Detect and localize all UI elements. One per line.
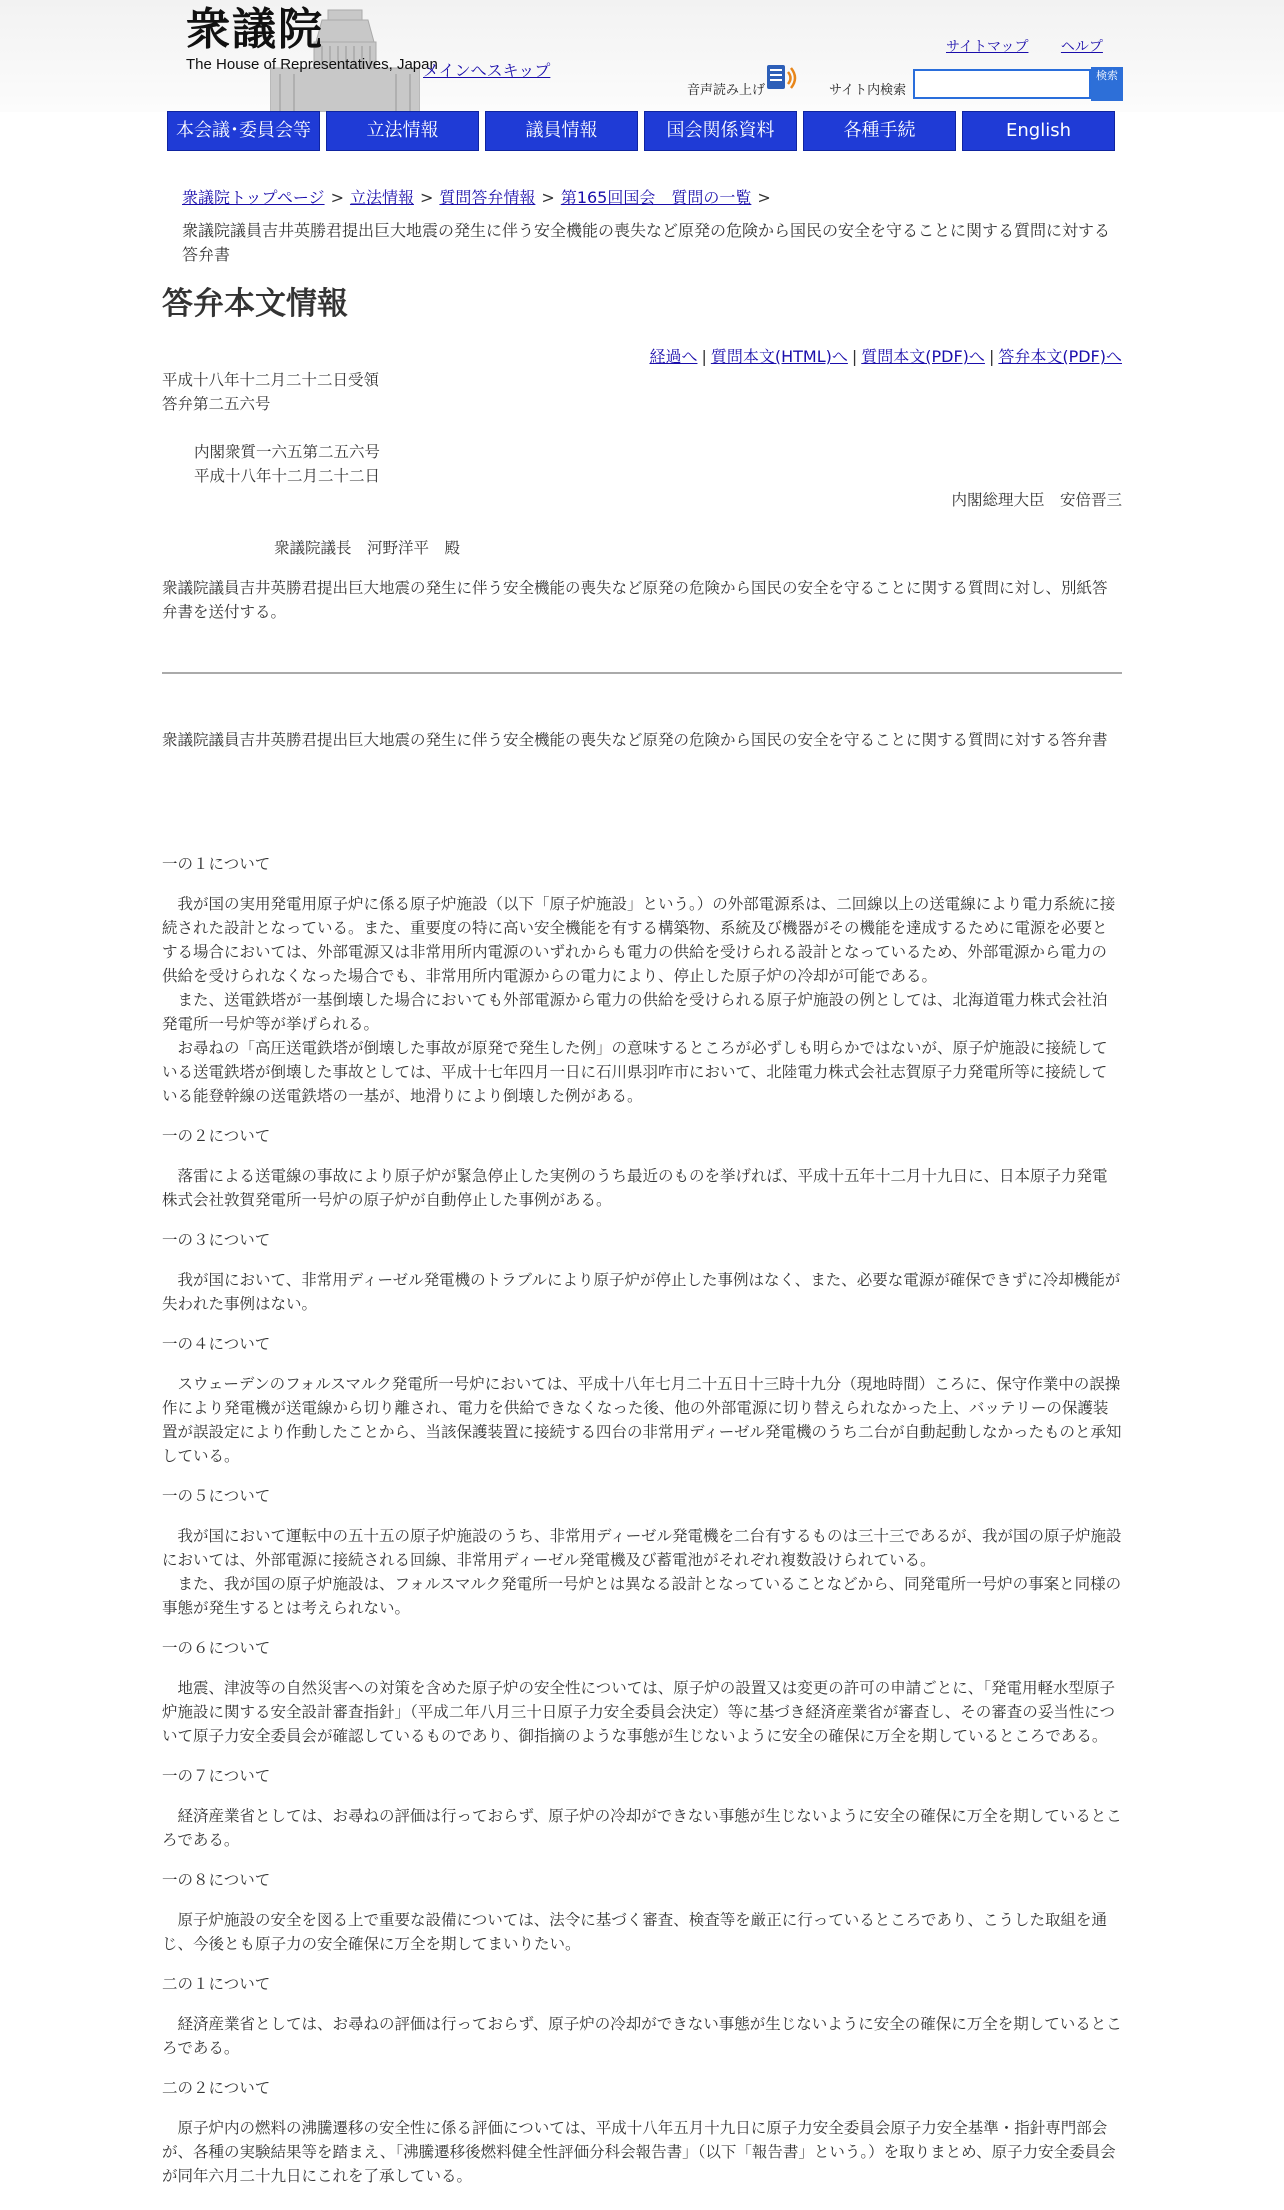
site-search-input[interactable] [913, 69, 1091, 99]
section-answer [162, 1676, 1122, 1748]
link-separator: | [988, 347, 995, 366]
section-answer [162, 2116, 1122, 2188]
answer-paragraph: 我が国の実用発電用原子炉に係る原子炉施設（以下「原子炉施設」という。）の外部電源系は、二回線以上の送電線により電力系統に接続された設計となっている。また、重要度の特に高い安全機能を有する構築物、系統及び機器がその機能を達成するために電源を必要とする場合においては、外部電源又は非常用所内電源のいずれからも電力の供給を受けられる設計となっているため、外部電源から電力の供給を受けられなくなった場合でも、非常用所内電源からの電力により、停止した原子炉の冷却が可能である。 [162, 895, 1116, 985]
answer-paragraph: 落雷による送電線の事故により原子炉が緊急停止した実例のうち最近のものを挙げれば、平成十五年十二月十九日に、日本原子力発電株式会社敦賀発電所一号炉の原子炉が自動停止した事例がある。 [162, 1167, 1108, 1209]
nav-procedures[interactable]: 各種手続 [803, 111, 956, 151]
breadcrumb-current: 衆議院議員吉井英勝君提出巨大地震の発生に伴う安全機能の喪失など原発の危険から国民の安全を守ることに関する質問に対する答弁書 [182, 221, 1111, 264]
answer-paragraph: 我が国において運転中の五十五の原子炉施設のうち、非常用ディーゼル発電機を二台有するものは三十三であるが、我が国の原子炉施設においては、外部電源に接続される回線、非常用ディーゼル発電機及び蓄電池がそれぞれ複数設けられている。 [162, 1527, 1122, 1569]
intro-text: 衆議院議員吉井英勝君提出巨大地震の発生に伴う安全機能の喪失など原発の危険から国民の安全を守ることに関する質問に対し、別紙答弁書を送付する。 [162, 579, 1108, 621]
breadcrumb-qa-info[interactable]: 質問答弁情報 [439, 188, 536, 207]
answer-paragraph: 原子炉内の燃料の沸騰遷移の安全性に係る評価については、平成十八年五月十九日に原子力安全委員会原子力安全基準・指針専門部会が、各種の実験結果等を踏まえ、「沸騰遷移後燃料健全性評価分科会報告書」（以下「報告書」という。）を取りまとめ、原子力安全委員会が同年六月二十九日にこれを了承している。 [162, 2119, 1116, 2185]
section-answer [162, 1164, 1122, 1212]
section-heading: 一の６について [162, 1639, 271, 1657]
section-answer [162, 1804, 1122, 1852]
progress-link[interactable]: 経過へ [649, 347, 698, 366]
section-answer [162, 1524, 1122, 1620]
document-links [649, 345, 1122, 369]
site-logo-jp[interactable]: 衆議院 [186, 4, 324, 55]
breadcrumb-separator: > [541, 188, 555, 207]
breadcrumb-session-list[interactable]: 第165回国会 質問の一覧 [560, 188, 752, 207]
section-answer [162, 1372, 1122, 1468]
speaker-icon[interactable] [766, 62, 800, 94]
section-answer [162, 1908, 1122, 1956]
section-heading: 一の１について [162, 855, 271, 873]
cabinet-number: 内閣衆質一六五第二五六号 [194, 443, 381, 461]
section-answer [162, 1268, 1122, 1316]
voice-read-label[interactable]: 音声読み上げ [687, 83, 766, 98]
link-separator: | [851, 347, 858, 366]
section-answer [162, 892, 1122, 1108]
addressee: 衆議院議長 河野洋平 殿 [274, 539, 461, 557]
question-pdf-link[interactable]: 質問本文(PDF)へ [861, 347, 985, 366]
site-header [0, 0, 1284, 112]
question-html-link[interactable]: 質問本文(HTML)へ [710, 347, 848, 366]
nav-legislative-info[interactable]: 立法情報 [326, 111, 479, 151]
nav-member-info[interactable]: 議員情報 [485, 111, 638, 151]
answer-paragraph: 我が国において、非常用ディーゼル発電機のトラブルにより原子炉が停止した事例はなく、また、必要な電源が確保できずに冷却機能が失われた事例はない。 [162, 1271, 1121, 1313]
help-link[interactable]: ヘルプ [1060, 39, 1103, 55]
answer-pdf-link[interactable]: 答弁本文(PDF)へ [998, 347, 1122, 366]
section-heading: 一の５について [162, 1487, 271, 1505]
answer-paragraph: 原子炉施設の安全を図る上で重要な設備については、法令に基づく審査、検査等を厳正に行っているところであり、こうした取組を通じ、今後とも原子力の安全確保に万全を期してまいりたい。 [162, 1911, 1108, 1953]
answer-paragraph: 経済産業省としては、お尋ねの評価は行っておらず、原子炉の冷却ができない事態が生じないように安全の確保に万全を期しているところである。 [162, 2015, 1122, 2057]
skip-to-main-link[interactable]: メインへスキップ [423, 61, 551, 80]
answer-paragraph: 経済産業省としては、お尋ねの評価は行っておらず、原子炉の冷却ができない事態が生じないように安全の確保に万全を期しているところである。 [162, 1807, 1122, 1849]
link-separator: | [701, 347, 707, 366]
sitemap-link[interactable]: サイトマップ [946, 39, 1029, 55]
section-heading: 一の８について [162, 1871, 271, 1889]
breadcrumb-legislative[interactable]: 立法情報 [349, 188, 414, 207]
section-heading: 一の３について [162, 1231, 271, 1249]
section-heading: 二の１について [162, 1975, 271, 1993]
answer-paragraph: また、我が国の原子炉施設は、フォルスマルク発電所一号炉とは異なる設計となっていることなどから、同発電所一号炉の事案と同様の事態が発生するとは考えられない。 [162, 1575, 1122, 1617]
section-answer [162, 2012, 1122, 2060]
answer-date: 平成十八年十二月二十二日 [194, 467, 381, 485]
page-title: 答弁本文情報 [162, 286, 348, 322]
answer-paragraph: 地震、津波等の自然災害への対策を含めた原子炉の安全性については、原子炉の設置又は変更の許可の申請ごとに、「発電用軽水型原子炉施設に関する安全設計審査指針」（平成二年八月三十日原子力安全委員会決定）等に基づき経済産業省が審査し、その審査の妥当性について原子力安全委員会が確認しているものであり、御指摘のような事態が生じないように安全の確保に万全を期しているところである。 [162, 1679, 1115, 1745]
site-search-label: サイト内検索 [829, 83, 907, 98]
answer-body [162, 852, 1122, 2204]
answer-paragraph: スウェーデンのフォルスマルク発電所一号炉においては、平成十八年七月二十五日十三時十九分（現地時間）ころに、保守作業中の誤操作により発電機が送電線から切り離され、電力を供給できなくなった後、他の外部電源に切り替えられなかった上、バッテリーの保護装置が誤設定により作動したことから、当該保護装置に接続する四台の非常用ディーゼル発電機のうち二台が自動起動しなかったものと承知している。 [162, 1375, 1122, 1465]
breadcrumb-separator: > [330, 188, 344, 207]
nav-plenary-committees[interactable]: 本会議･委員会等 [167, 111, 320, 151]
received-date: 平成十八年十二月二十二日受領 [162, 371, 380, 389]
answer-paragraph: また、送電鉄塔が一基倒壊した場合においても外部電源から電力の供給を受けられる原子炉施設の例としては、北海道電力株式会社泊発電所一号炉等が挙げられる。 [162, 991, 1108, 1033]
site-logo-en[interactable]: The House of Representatives, Japan [186, 56, 438, 73]
section-heading: 一の７について [162, 1767, 271, 1785]
answer-paragraph: お尋ねの「高圧送電鉄塔が倒壊した事故が原発で発生した例」の意味するところが必ずしも明らかではないが、原子炉施設に接続している送電鉄塔が倒壊した事故としては、平成十七年四月一日に石川県羽咋市において、北陸電力株式会社志賀原子力発電所等に接続している能登幹線の送電鉄塔の一基が、地滑りにより倒壊した例がある。 [162, 1039, 1108, 1105]
breadcrumb-separator: > [757, 188, 771, 207]
section-heading: 一の２について [162, 1127, 271, 1145]
nav-english[interactable]: English [962, 111, 1115, 151]
answer-number: 答弁第二五六号 [162, 395, 271, 413]
answer-title: 衆議院議員吉井英勝君提出巨大地震の発生に伴う安全機能の喪失など原発の危険から国民の安全を守ることに関する質問に対する答弁書 [162, 731, 1108, 749]
search-button[interactable]: 検索 [1091, 67, 1123, 101]
section-heading: 二の２について [162, 2079, 271, 2097]
breadcrumb-top[interactable]: 衆議院トップページ [182, 188, 325, 207]
utility-links [946, 36, 1131, 56]
breadcrumb [182, 186, 777, 210]
nav-diet-materials[interactable]: 国会関係資料 [644, 111, 797, 151]
section-heading: 一の４について [162, 1335, 271, 1353]
sender: 内閣総理大臣 安倍晋三 [951, 491, 1122, 509]
divider [162, 672, 1122, 674]
breadcrumb-separator: > [419, 188, 434, 207]
